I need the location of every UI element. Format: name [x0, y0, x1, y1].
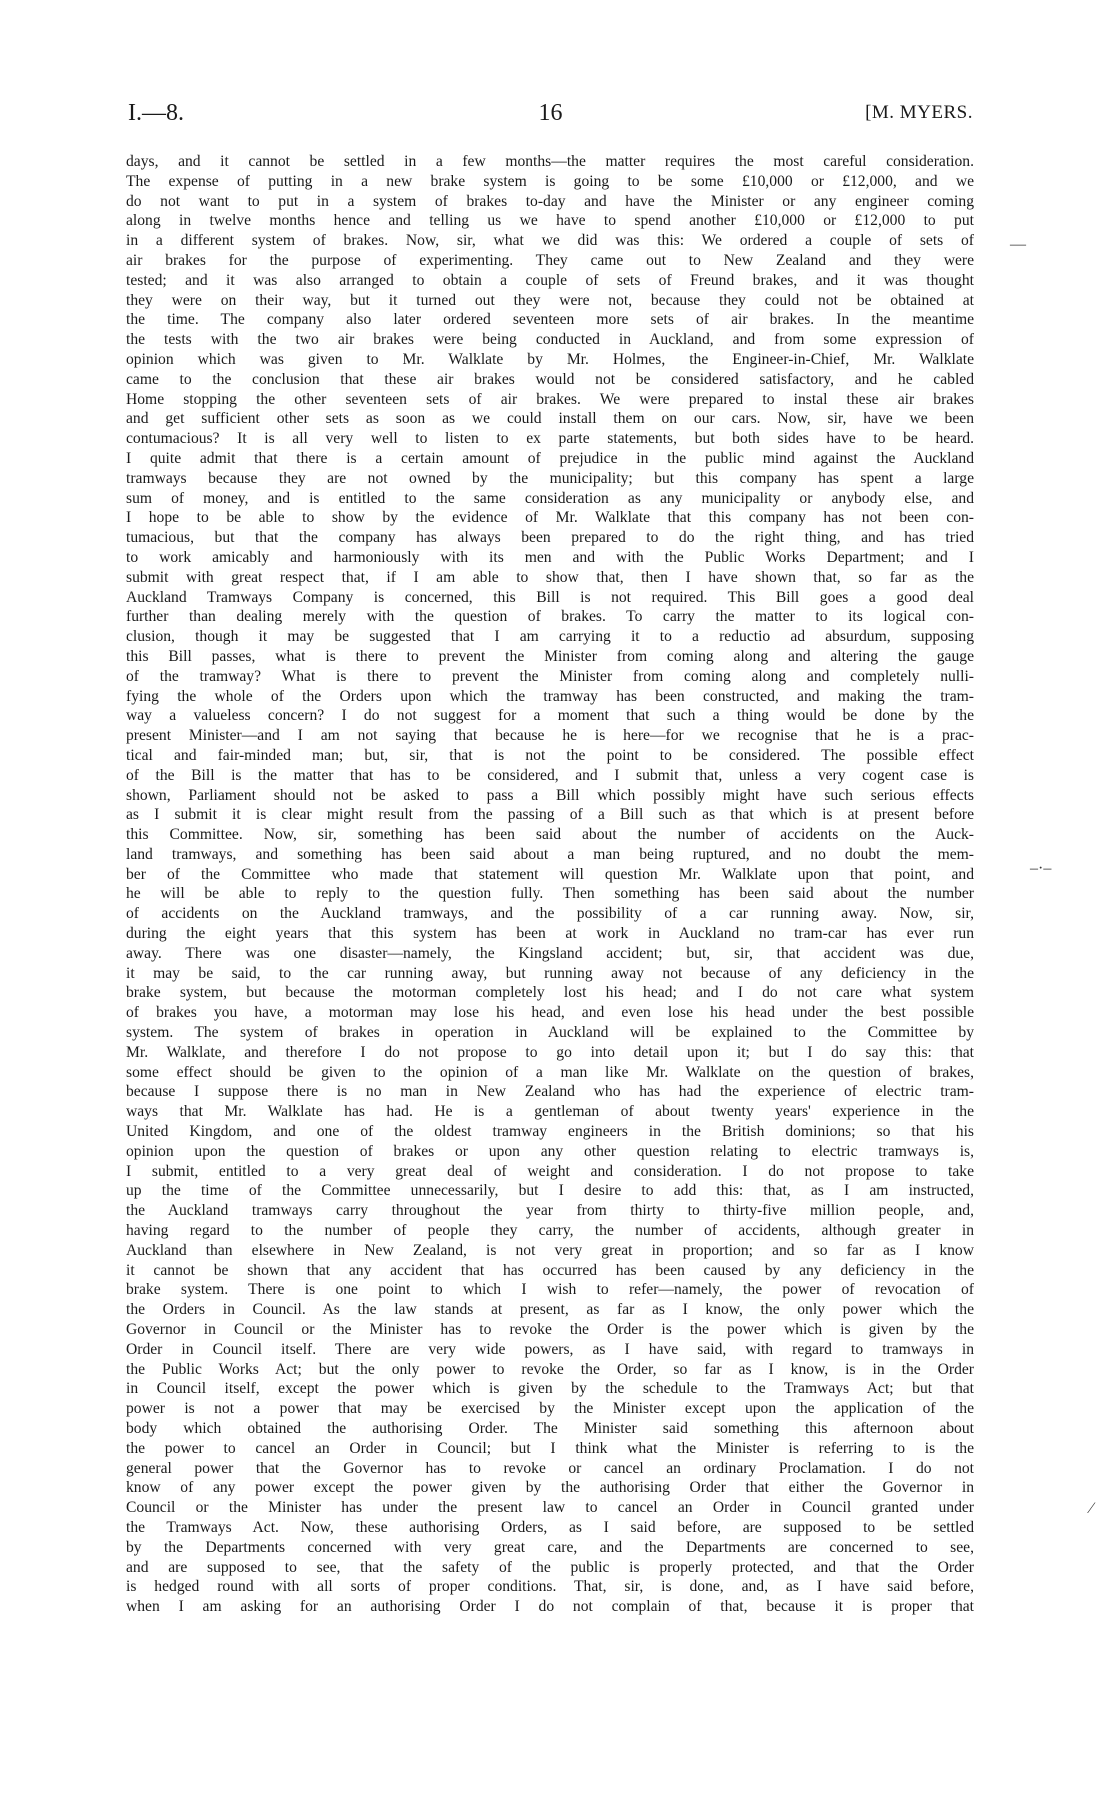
- text-line: the Public Works Act; but the only power to revoke the Order, so far as I know, is in the Order: [126, 1360, 974, 1378]
- text-line: I hope to be able to show by the evidence of Mr. Walklate that this company has not been con-: [126, 509, 974, 527]
- text-line: Auckland than elsewhere in New Zealand, is not very great in proportion; and so far as I know: [126, 1241, 974, 1259]
- text-line: he will be able to reply to the question fully. Then something has been said about the number: [126, 885, 974, 903]
- text-line: the Orders in Council. As the law stands at present, as far as I know, the only power which the: [126, 1301, 974, 1319]
- text-line: system. The system of brakes in operation in Auckland will be explained to the Committee by: [126, 1024, 974, 1042]
- text-line: of the tramway? What is there to prevent the Minister from coming along and completely nulli-: [126, 667, 974, 685]
- text-line: power is not a power that may be exercised by the Minister except upon the application of the: [126, 1400, 974, 1418]
- text-line: because I suppose there is no man in New Zealand who has had the experience of electric tram-: [126, 1083, 974, 1101]
- text-line: ways that Mr. Walklate has had. He is a gentleman of about twenty years' experience in the: [126, 1103, 974, 1121]
- text-line: along in twelve months hence and telling us we have to spend another £10,000 or £12,000 to put: [126, 212, 974, 230]
- text-line: it cannot be shown that any accident that has occurred has been caused by any deficiency in the: [126, 1261, 974, 1279]
- text-line: and are supposed to see, that the safety of the public is properly protected, and that the Order: [126, 1558, 974, 1576]
- text-line: opinion which was given to Mr. Walklate by Mr. Holmes, the Engineer-in-Chief, Mr. Walklate: [126, 350, 974, 368]
- text-line: by the Departments concerned with very great care, and the Departments are concerned to see,: [126, 1538, 974, 1556]
- text-line: The expense of putting in a new brake system is going to be some £10,000 or £12,000, and we: [126, 172, 974, 190]
- text-line: of accidents on the Auckland tramways, and the possibility of a car running away. Now, sir,: [126, 905, 974, 923]
- text-line: body which obtained the authorising Order. The Minister said something this afternoon about: [126, 1420, 974, 1437]
- text-line: away. There was one disaster—namely, the Kingsland accident; but, sir, that accident was due,: [126, 944, 974, 962]
- margin-mark: –·–: [1030, 860, 1052, 877]
- text-line: is hedged round with all sorts of proper conditions. That, sir, is done, and, as I have said before,: [126, 1578, 974, 1596]
- text-line: the tests with the two air brakes were being conducted in Auckland, and from some expression of: [126, 331, 974, 349]
- document-reference: I.—8.: [128, 100, 184, 126]
- text-line: up the time of the Committee unnecessarily, but I desire to add this: that, as I am instructed,: [126, 1182, 974, 1200]
- text-line: submit with great respect that, if I am able to show that, then I have shown that, so far as the: [126, 568, 974, 586]
- text-line: sum of money, and is entitled to the same consideration as any municipality or anybody else, and: [126, 489, 974, 507]
- text-line: Auckland Tramways Company is concerned, this Bill is not required. This Bill goes a good deal: [126, 588, 974, 606]
- text-line: having regard to the number of people they carry, the number of accidents, although greater in: [126, 1222, 974, 1240]
- text-line: Mr. Walklate, and therefore I do not propose to go into detail upon it; but I do say this: that: [126, 1043, 974, 1061]
- body-text: [126, 152, 974, 1617]
- text-line: it may be said, to the car running away, but running away not because of any deficiency in the: [126, 964, 974, 982]
- text-line: to work amicably and harmoniously with its men and with the Public Works Department; and I: [126, 548, 974, 566]
- text-line: tested; and it was also arranged to obtain a couple of sets of Freund brakes, and it was thought: [126, 271, 974, 289]
- text-line: I quite admit that there is a certain amount of prejudice in the public mind against the Auckland: [126, 449, 974, 467]
- page-number: 16: [538, 100, 563, 126]
- text-line: this Bill passes, what is there to prevent the Minister from coming along and altering the gauge: [126, 647, 974, 665]
- text-line: in Council itself, except the power which is given by the schedule to the Tramways Act; but that: [126, 1380, 974, 1398]
- text-line: opinion upon the question of brakes or upon any other question relating to electric tramways is,: [126, 1142, 974, 1160]
- text-line: ber of the Committee who made that statement will question Mr. Walklate upon that point, and: [126, 865, 974, 883]
- text-line: this Committee. Now, sir, something has been said about the number of accidents on the Auck-: [126, 826, 974, 844]
- text-line: brake system, but because the motorman completely lost his head; and I do not care what system: [126, 984, 974, 1002]
- text-line: during the eight years that this system has been at work in Auckland no tram-car has ever run: [126, 925, 974, 943]
- text-line: tical and fair-minded man; but, sir, that is not the point to be considered. The possible effect: [126, 746, 974, 764]
- text-line: of brakes you have, a motorman may lose his head, and even lose his head under the best possible: [126, 1004, 974, 1022]
- text-line: in a different system of brakes. Now, sir, what we did was this: We ordered a couple of sets of: [126, 232, 974, 250]
- margin-mark: ⁄: [1090, 1500, 1093, 1517]
- text-line: the power to cancel an Order in Council; but I think what the Minister is referring to is the: [126, 1439, 974, 1457]
- text-line: clusion, though it may be suggested that I am carrying it to a reductio ad absurdum, supposing: [126, 628, 974, 646]
- margin-mark: —: [1010, 236, 1026, 253]
- text-line: Home stopping the other seventeen sets of air brakes. We were prepared to instal these air brakes: [126, 390, 974, 408]
- text-line: tumacious, but that the company has always been prepared to do the right thing, and has tried: [126, 529, 974, 547]
- text-line: brake system. There is one point to which I wish to refer—namely, the power of revocation of: [126, 1281, 974, 1299]
- text-line: as I submit it is clear might result from the passing of a Bill such as that which is at present before: [126, 806, 974, 824]
- text-line: air brakes for the purpose of experimenting. They came out to New Zealand and they were: [126, 251, 974, 269]
- text-line: Order in Council itself. There are very wide powers, as I have said, with regard to tramways in: [126, 1340, 974, 1358]
- text-line: the Auckland tramways carry throughout the year from thirty to thirty-five million people, and,: [126, 1202, 974, 1220]
- text-line: when I am asking for an authorising Order I do not complain of that, because it is proper that: [126, 1598, 974, 1616]
- text-line: land tramways, and something has been said about a man being ruptured, and no doubt the mem-: [126, 845, 974, 863]
- text-line: contumacious? It is all very well to listen to ex parte statements, but both sides have to be heard.: [126, 430, 974, 448]
- text-line: days, and it cannot be settled in a few months—the matter requires the most careful consideration.: [126, 153, 974, 170]
- text-line: I submit, entitled to a very great deal of weight and consideration. I do not propose to take: [126, 1162, 974, 1180]
- page-header: [128, 100, 973, 132]
- speaker-name: [M. MYERS.: [865, 102, 973, 123]
- text-line: know of any power except the power given by the authorising Order that either the Governor in: [126, 1479, 974, 1497]
- text-line: present Minister—and I am not saying that because he is here—for we recognise that he is a prac-: [126, 727, 974, 745]
- text-line: Council or the Minister has under the present law to cancel an Order in Council granted under: [126, 1499, 974, 1517]
- text-line: way a valueless concern? I do not suggest for a moment that such a thing would be done by the: [126, 707, 974, 725]
- text-line: the Tramways Act. Now, these authorising Orders, as I said before, are supposed to be settled: [126, 1518, 974, 1536]
- text-line: shown, Parliament should not be asked to pass a Bill which possibly might have such serious effects: [126, 786, 974, 804]
- text-line: came to the conclusion that these air brakes would not be considered satisfactory, and he cabled: [126, 370, 974, 388]
- text-line: tramways because they are not owned by the municipality; but this company has spent a large: [126, 469, 974, 487]
- text-line: and get sufficient other sets as soon as we could install them on our cars. Now, sir, have we been: [126, 410, 974, 428]
- text-line: the time. The company also later ordered seventeen more sets of air brakes. In the meantime: [126, 311, 974, 329]
- text-line: they were on their way, but it turned out they were not, because they could not be obtained at: [126, 291, 974, 309]
- text-line: Governor in Council or the Minister has to revoke the Order is the power which is given by the: [126, 1321, 974, 1339]
- text-line: do not want to put in a system of brakes to-day and have the Minister or any engineer coming: [126, 192, 974, 210]
- text-line: United Kingdom, and one of the oldest tramway engineers in the British dominions; so that his: [126, 1123, 974, 1141]
- text-line: some effect should be given to the opinion of a man like Mr. Walklate on the question of brakes,: [126, 1063, 974, 1081]
- text-line: general power that the Governor has to revoke or cancel an ordinary Proclamation. I do not: [126, 1459, 974, 1477]
- text-line: fying the whole of the Orders upon which the tramway has been constructed, and making the tram-: [126, 687, 974, 705]
- text-line: of the Bill is the matter that has to be considered, and I submit that, unless a very cogent case is: [126, 766, 974, 784]
- text-line: further than dealing merely with the question of brakes. To carry the matter to its logical con-: [126, 608, 974, 626]
